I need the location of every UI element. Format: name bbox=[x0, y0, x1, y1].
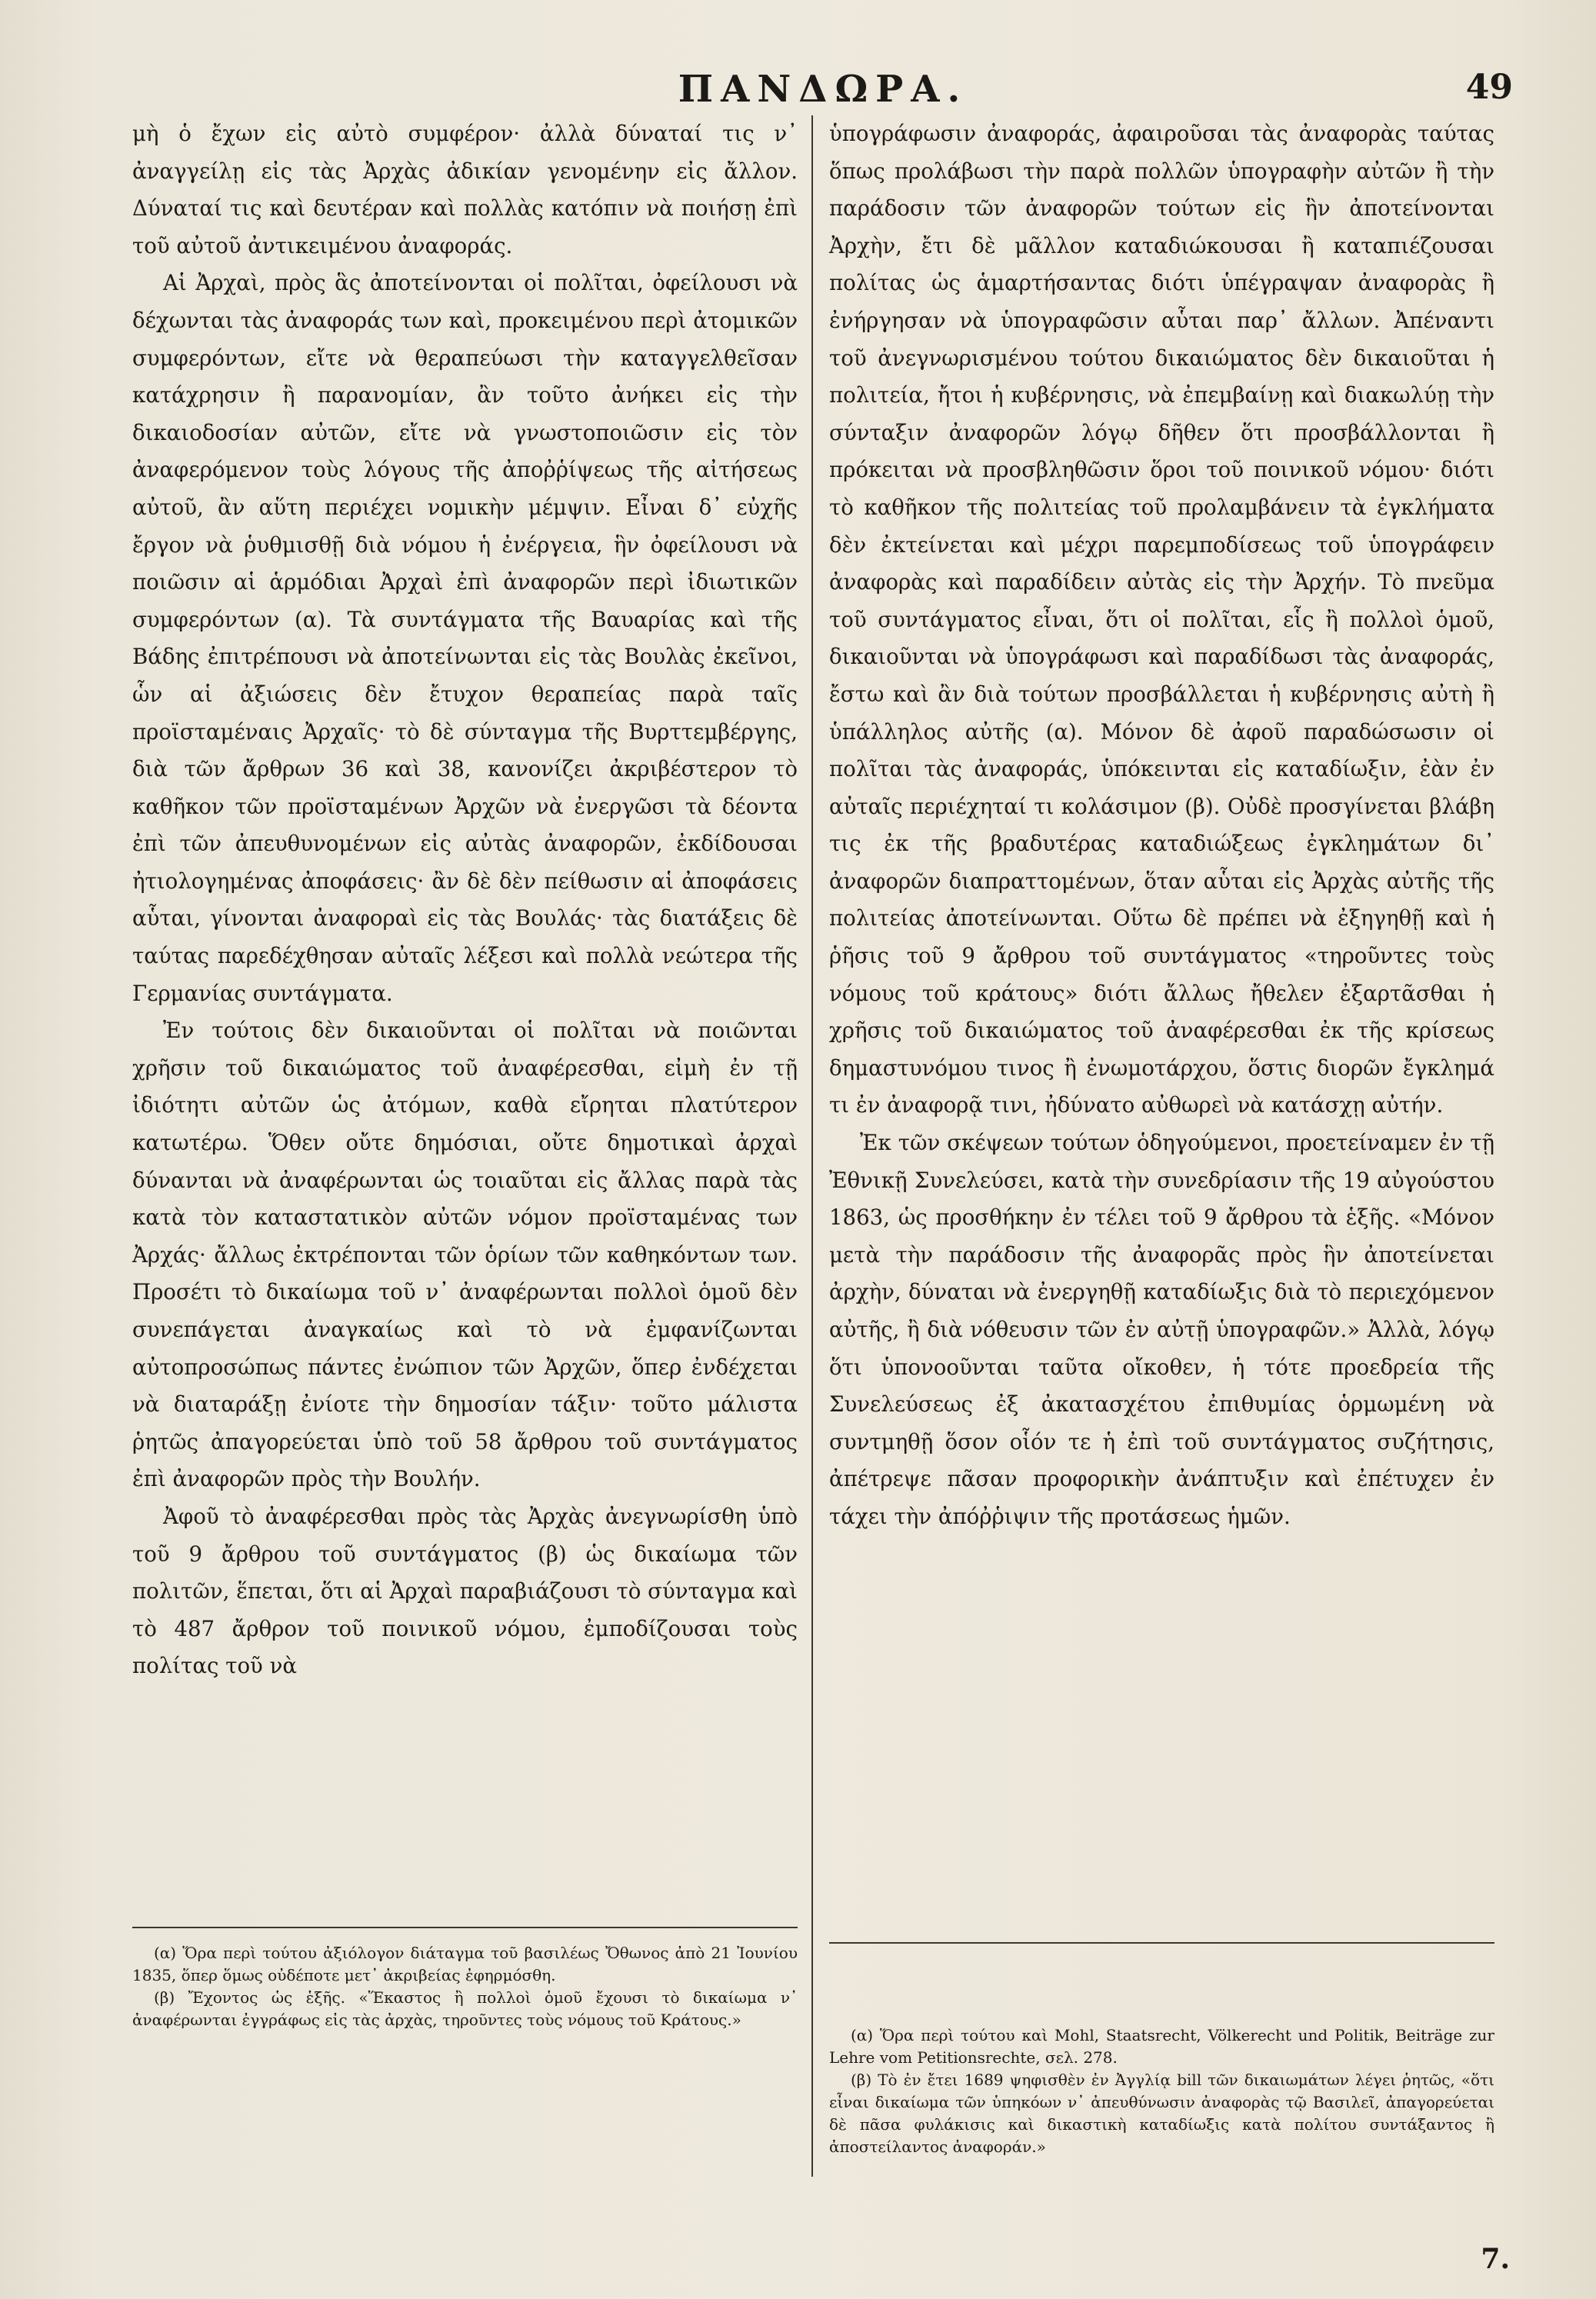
footnotes-left bbox=[132, 1942, 798, 2031]
left-column bbox=[132, 115, 798, 1685]
paragraph: Ἀφοῦ τὸ ἀναφέρεσθαι πρὸς τὰς Ἀρχὰς ἀνεγνωρίσθη ὑπὸ τοῦ 9 ἄρθρου τοῦ συντάγματος (β) ὡς δικαίωμα τῶν πολιτῶν, ἕπεται, ὅτι αἱ Ἀρχαὶ παραβιάζουσι τὸ σύνταγμα καὶ τὸ 487 ἄρθρον τοῦ ποινικοῦ νόμου, ἐμποδίζουσαι τοὺς πολίτας τοῦ νὰ bbox=[132, 1503, 798, 1679]
footnote-rule bbox=[132, 1927, 798, 1928]
footnote: (β) Ἔχοντος ὡς ἑξῆς. «Ἕκαστος ἢ πολλοὶ ὁμοῦ ἔχουσι τὸ δικαίωμα ν᾽ ἀναφέρωνται ἐγγράφως εἰς τὰς ἀρχὰς, τηροῦντες τοὺς νόμους τοῦ Κράτους.» bbox=[132, 1988, 798, 2029]
footnote: (α) Ὅρα περὶ τούτου καὶ Mohl, Staatsrecht, Völkerecht und Politik, Beiträge zur Lehre vom Petitionsrechte, σελ. 278. bbox=[829, 2026, 1494, 2067]
paragraph: Ἐκ τῶν σκέψεων τούτων ὁδηγούμενοι, προετείναμεν ἐν τῇ Ἐθνικῇ Συνελεύσει, κατὰ τὴν συνεδρίασιν τῆς 19 αὐγούστου 1863, ὡς προσθήκην ἐν τέλει τοῦ 9 ἄρθρου τὰ ἑξῆς. «Μόνον μετὰ τὴν παράδοσιν τῆς ἀναφορᾶς πρὸς ἣν ἀποτείνεται ἀρχὴν, δύναται νὰ ἐνεργηθῇ καταδίωξις διὰ τὸ περιεχόμενον αὐτῆς, ἢ διὰ νόθευσιν τῶν ἐν αὐτῇ ὑπογραφῶν.» Ἀλλὰ, λόγῳ ὅτι ὑπονοοῦνται ταῦτα οἴκοθεν, ἡ τότε προεδρεία τῆς Συνελεύσεως ἐξ ἀκατασχέτου ἐπιθυμίας ὁρμωμένη νὰ συντμηθῇ ὅσον οἷόν τε ἡ ἐπὶ τοῦ συντάγματος συζήτησις, ἀπέτρεψε πᾶσαν προφορικὴν ἀνάπτυξιν καὶ ἐπέτυχεν ἐν τάχει τὴν ἀπόῤῥιψιν τῆς προτάσεως ἡμῶν. bbox=[829, 1130, 1494, 1529]
signature-mark: 7. bbox=[1481, 2243, 1510, 2275]
paragraph: μὴ ὁ ἔχων εἰς αὐτὸ συμφέρον· ἀλλὰ δύναταί τις ν᾽ ἀναγγείλῃ εἰς τὰς Ἀρχὰς ἀδικίαν γενομένην εἰς ἄλλον. Δύναταί τις καὶ δευτέραν καὶ πολλὰς κατόπιν νὰ ποιήσῃ ἐπὶ τοῦ αὐτοῦ ἀντικειμένου ἀναφοράς. bbox=[132, 121, 798, 258]
page-number: 49 bbox=[1465, 68, 1513, 107]
paragraph: Ἐν τούτοις δὲν δικαιοῦνται οἱ πολῖται νὰ ποιῶνται χρῆσιν τοῦ δικαιώματος τοῦ ἀναφέρεσθαι, εἰμὴ ἐν τῇ ἰδιότητι αὐτῶν ὡς ἀτόμων, καθὰ εἴρηται πλατύτερον κατωτέρω. Ὅθεν οὔτε δημόσιαι, οὔτε δημοτικαὶ ἀρχαὶ δύνανται νὰ ἀναφέρωνται ὡς τοιαῦται εἰς ἄλλας παρὰ τὰς κατὰ τὸν καταστατικὸν αὐτῶν νόμον προϊσταμένας των Ἀρχάς· ἄλλως ἐκτρέπονται τῶν ὁρίων τῶν καθηκόντων των. Προσέτι τὸ δικαίωμα τοῦ ν᾽ ἀναφέρωνται πολλοὶ ὁμοῦ δὲν συνεπάγεται ἀναγκαίως καὶ τὸ νὰ ἐμφανίζωνται αὐτοπροσώπως πάντες ἐνώπιον τῶν Ἀρχῶν, ὅπερ ἐνδέχεται νὰ διαταράξῃ ἐνίοτε τὴν δημοσίαν τάξιν· τοῦτο μάλιστα ῥητῶς ἀπαγορεύεται ὑπὸ τοῦ 58 ἄρθρου τοῦ συντάγματος ἐπὶ ἀναφορῶν πρὸς τὴν Βουλήν. bbox=[132, 1018, 798, 1492]
paragraph: ὑπογράφωσιν ἀναφοράς, ἀφαιροῦσαι τὰς ἀναφορὰς ταύτας ὅπως προλάβωσι τὴν παρὰ πολλῶν ὑπογραφὴν αὐτῶν ἢ τὴν παράδοσιν τῶν ἀναφορῶν τούτων εἰς ἣν ἀποτείνονται Ἀρχὴν, ἔτι δὲ μᾶλλον καταδιώκουσαι ἢ καταπιέζουσαι πολίτας ὡς ἁμαρτήσαντας διότι ὑπέγραψαν ἀναφορὰς ἢ ἐνήργησαν νὰ ὑπογραφῶσιν αὗται παρ᾽ ἄλλων. Ἀπέναντι τοῦ ἀνεγνωρισμένου τούτου δικαιώματος δὲν δικαιοῦται ἡ πολιτεία, ἤτοι ἡ κυβέρνησις, νὰ ἐπεμβαίνῃ καὶ διακωλύῃ τὴν σύνταξιν ἀναφορῶν λόγῳ δῆθεν ὅτι προσβάλλονται ἢ πρόκειται νὰ προσβληθῶσιν ὅροι τοῦ ποινικοῦ νόμου· διότι τὸ καθῆκον τῆς πολιτείας τοῦ προλαμβάνειν τὰ ἐγκλήματα δὲν ἐκτείνεται καὶ μέχρι παρεμποδίσεως τοῦ ὑπογράφειν ἀναφορὰς καὶ παραδίδειν αὐτὰς εἰς τὴν Ἀρχήν. Τὸ πνεῦμα τοῦ συντάγματος εἶναι, ὅτι οἱ πολῖται, εἷς ἢ πολλοὶ ὁμοῦ, δικαιοῦνται νὰ ὑπογράφωσι καὶ παραδίδωσι τὰς ἀναφοράς, ἔστω καὶ ἂν διὰ τούτων προσβάλλεται ἡ κυβέρνησις αὐτὴ ἢ ὑπάλληλος αὐτῆς (α). Μόνον δὲ ἀφοῦ παραδώσωσιν οἱ πολῖται τὰς ἀναφοράς, ὑπόκεινται εἰς καταδίωξιν, ἐὰν ἐν αὐταῖς περιέχηταί τι κολάσιμον (β). Οὐδὲ προσγίνεται βλάβη τις ἐκ τῆς βραδυτέρας καταδιώξεως ἐγκλημάτων δι᾽ ἀναφορῶν διαπραττομένων, ὅταν αὗται εἰς Ἀρχὰς αὐτῆς τῆς πολιτείας ἀποτείνωνται. Οὕτω δὲ πρέπει νὰ ἐξηγηθῇ καὶ ἡ ῥῆσις τοῦ 9 ἄρθρου τοῦ συντάγματος «τηροῦντες τοὺς νόμους τοῦ κράτους» διότι ἄλλως ἤθελεν ἐξαρτᾶσθαι ἡ χρῆσις τοῦ δικαιώματος τοῦ ἀναφέρεσθαι ἐκ τῆς κρίσεως δημαστυνόμου τινος ἢ ἐνωμοτάρχου, ὅστις διορῶν ἔγκλημά τι ἐν ἀναφορᾷ τινι, ἠδύνατο αὐθωρεὶ νὰ κατάσχῃ αὐτήν. bbox=[829, 121, 1494, 1118]
footnote: (β) Τὸ ἐν ἔτει 1689 ψηφισθὲν ἐν Ἀγγλίᾳ bill τῶν δικαιωμάτων λέγει ῥητῶς, «ὅτι εἶναι δικαίωμα τῶν ὑπηκόων ν᾽ ἀπευθύνωσιν ἀναφορὰς τῷ Βασιλεῖ, ἀπαγορεύεται δὲ πᾶσα φυλάκισις καὶ δικαστικὴ καταδίωξις κατὰ πολίτου συντάξαντος ἢ ἀποστείλαντος ἀναφοράν.» bbox=[829, 2071, 1494, 2156]
running-head bbox=[0, 68, 1596, 114]
journal-title: ΠΑΝΔΩΡΑ. bbox=[678, 68, 968, 111]
paragraph: Αἱ Ἀρχαὶ, πρὸς ἃς ἀποτείνονται οἱ πολῖται, ὀφείλουσι νὰ δέχωνται τὰς ἀναφοράς των καὶ, προκειμένου περὶ ἀτομικῶν συμφερόντων, εἴτε νὰ θεραπεύωσι τὴν καταγγελθεῖσαν κατάχρησιν ἢ παρανομίαν, ἂν τοῦτο ἀνήκει εἰς τὴν δικαιοδοσίαν αὐτῶν, εἴτε νὰ γνωστοποιῶσιν εἰς τὸν ἀναφερόμενον τοὺς λόγους τῆς ἀποῤῥίψεως τῆς αἰτήσεως αὐτοῦ, ἂν αὕτη περιέχει νομικὴν μέμψιν. Εἶναι δ᾽ εὐχῆς ἔργον νὰ ῥυθμισθῇ διὰ νόμου ἡ ἐνέργεια, ἣν ὀφείλουσι νὰ ποιῶσιν αἱ ἁρμόδιαι Ἀρχαὶ ἐπὶ ἀναφορῶν περὶ ἰδιωτικῶν συμφερόντων (α). Τὰ συντάγματα τῆς Βαυαρίας καὶ τῆς Βάδης ἐπιτρέπουσι νὰ ἀποτείνωνται εἰς τὰς Βουλὰς ἐκεῖνοι, ὧν αἱ ἀξιώσεις δὲν ἔτυχον θεραπείας παρὰ ταῖς προϊσταμέναις Ἀρχαῖς· τὸ δὲ σύνταγμα τῆς Βυρττεμβέργης, διὰ τῶν ἄρθρων 36 καὶ 38, κανονίζει ἀκριβέστερον τὸ καθῆκον τῶν προϊσταμένων Ἀρχῶν νὰ ἐνεργῶσι τὰ δέοντα ἐπὶ τῶν ἀπευθυνομένων εἰς αὐτὰς ἀναφορῶν, ἐκδίδουσαι ἠτιολογημένας ἀποφάσεις· ἂν δὲ δὲν πείθωσιν αἱ ἀποφάσεις αὗται, γίνονται ἀναφοραὶ εἰς τὰς Βουλάς· τὰς διατάξεις δὲ ταύτας παρεδέχθησαν αὐταῖς λέξεσι καὶ πολλὰ νεώτερα τῆς Γερμανίας συντάγματα. bbox=[132, 270, 798, 1006]
footnotes-right bbox=[829, 2024, 1494, 2158]
footnote: (α) Ὅρα περὶ τούτου ἀξιόλογον διάταγμα τοῦ βασιλέως Ὄθωνος ἀπὸ 21 Ἰουνίου 1835, ὅπερ ὅμως οὐδέποτε μετ᾽ ἀκριβείας ἐφηρμόσθη. bbox=[132, 1944, 798, 1984]
column-divider bbox=[811, 115, 813, 2177]
right-column bbox=[829, 115, 1494, 1536]
footnote-rule bbox=[829, 1942, 1494, 1944]
